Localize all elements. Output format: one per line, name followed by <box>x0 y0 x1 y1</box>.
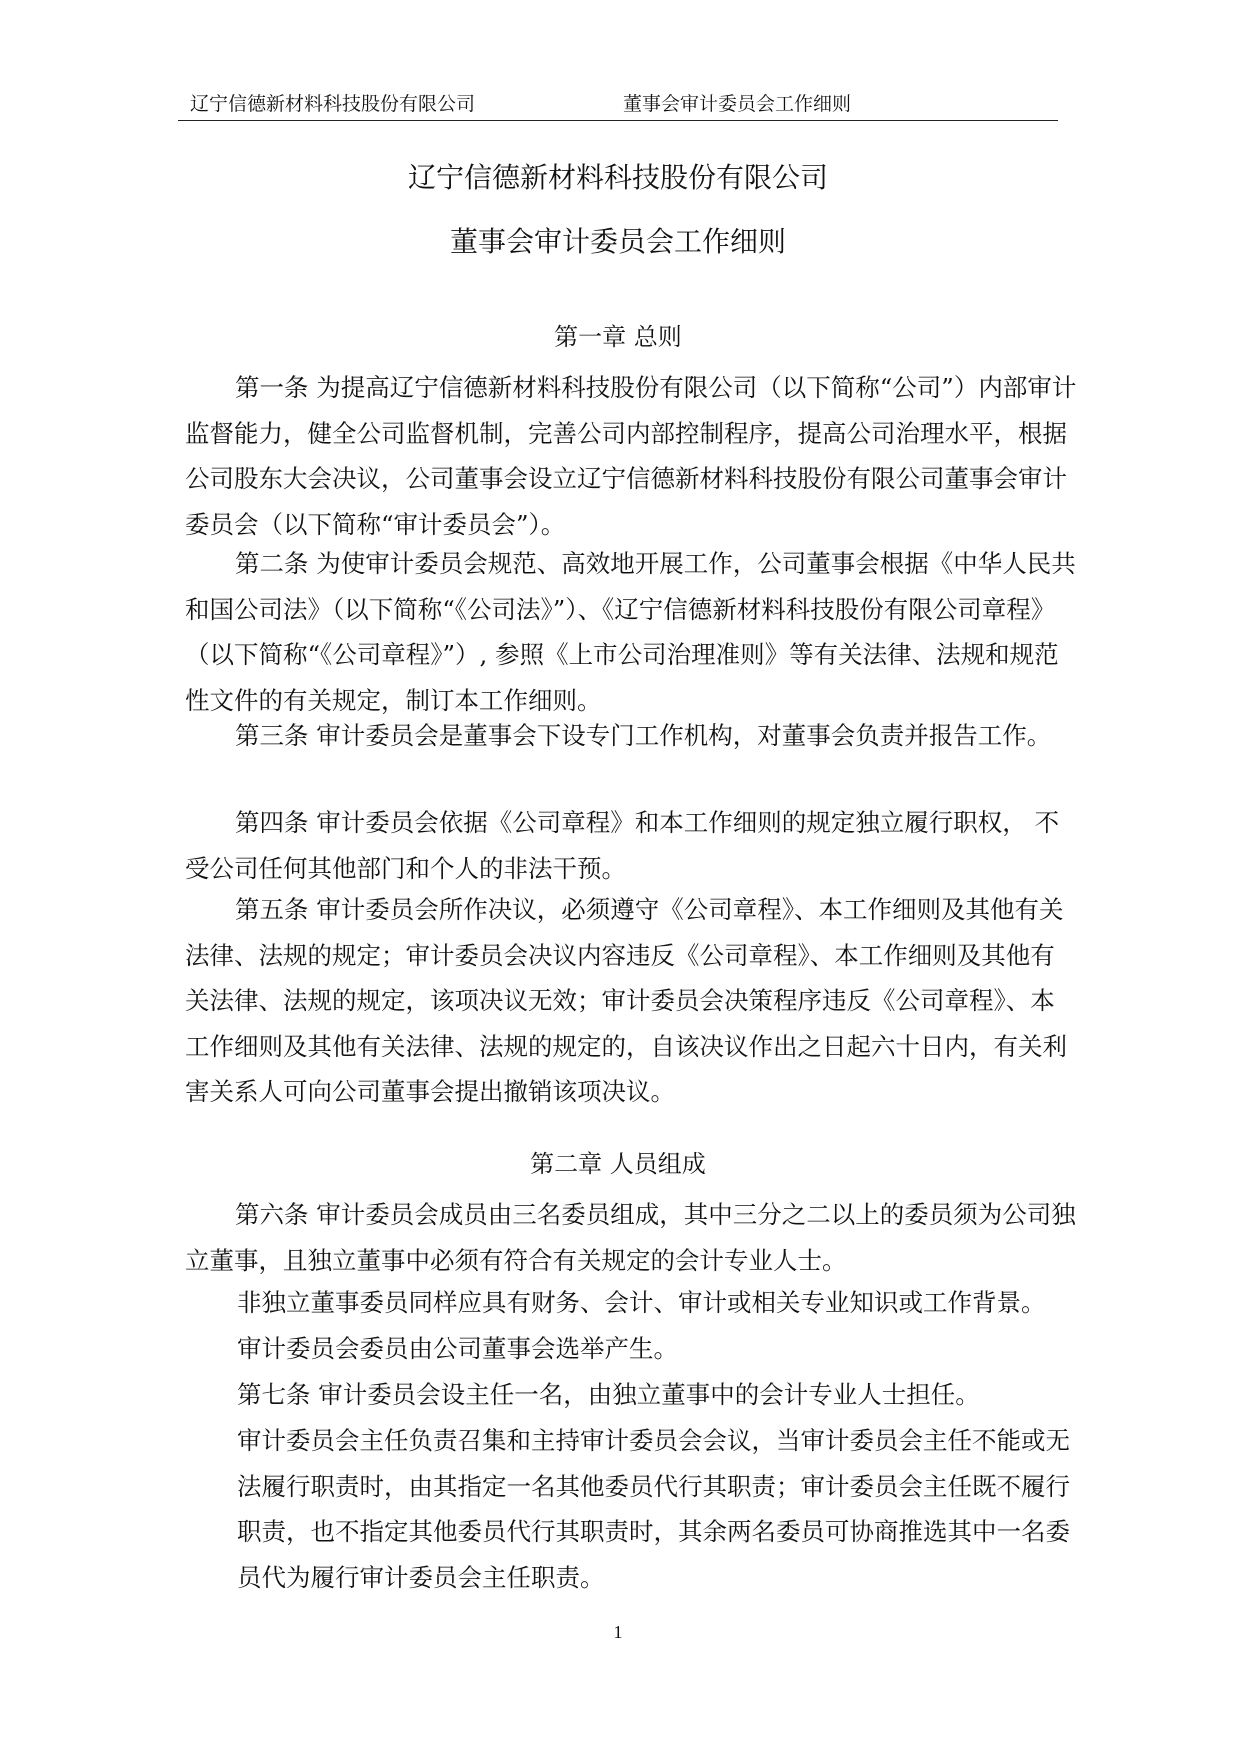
article-1: 第一条 为提高辽宁信德新材料科技股份有限公司（以下简称“公司”）内部审计监督能力，健全公司监督机制，完善公司内部控制程序，提高公司治理水平，根据公司股东大会决议，公司董事会设立辽宁信德新材料科技股份有限公司董事会审计委员会（以下简称“审计委员会”）。 <box>185 373 1077 539</box>
article-5: 第五条 审计委员会所作决议，必须遵守《公司章程》、本工作细则及其他有关法律、法规的规定；审计委员会决议内容违反《公司章程》、本工作细则及其他有关法律、法规的规定，该项决议无效；审计委员会决策程序违反《公司章程》、本工作细则及其他有关法律、法规的规定的，自该决议作出之日起六十日内，有关利害关系人可向公司董事会提出撤销该项决议。 <box>185 895 1067 1106</box>
article-2: 第二条 为使审计委员会规范、高效地开展工作，公司董事会根据《中华人民共和国公司法》（以下简称“《公司法》”）、《辽宁信德新材料科技股份有限公司章程》（以下简称“《公司章程》”）, 参照《上市公司治理准则》等有关法律、法规和规范性文件的有关规定，制订本工作细则。 <box>185 549 1076 715</box>
chapter-2-heading: 第二章 人员组成 <box>530 1150 706 1178</box>
doc-title-rules: 董事会审计委员会工作细则 <box>449 225 786 258</box>
article-6-para-2: 非独立董事委员同样应具有财务、会计、审计或相关专业知识或工作背景。 <box>237 1288 1046 1317</box>
article-4: 第四条 审计委员会依据《公司章程》和本工作细则的规定独立履行职权， 不受公司任何其他部门和个人的非法干预。 <box>185 808 1060 883</box>
article-6-para-3: 审计委员会委员由公司董事会选举产生。 <box>237 1334 678 1363</box>
doc-title-company: 辽宁信德新材料科技股份有限公司 <box>407 161 828 194</box>
article-7-para-2: 审计委员会主任负责召集和主持审计委员会会议，当审计委员会主任不能或无法履行职责时，由其指定一名其他委员代行其职责；审计委员会主任既不履行职责，也不指定其他委员代行其职责时，其余两名委员可协商推选其中一名委员代为履行审计委员会主任职责。 <box>237 1426 1070 1592</box>
article-6: 第六条 审计委员会成员由三名委员组成，其中三分之二以上的委员须为公司独立董事，且独立董事中必须有符合有关规定的会计专业人士。 <box>185 1200 1076 1275</box>
page-header <box>178 90 1058 121</box>
header-company: 辽宁信德新材料科技股份有限公司 <box>190 94 476 115</box>
page-number: 1 <box>613 1622 623 1642</box>
article-3: 第三条 审计委员会是董事会下设专门工作机构，对董事会负责并报告工作。 <box>235 721 1052 750</box>
article-7: 第七条 审计委员会设主任一名，由独立董事中的会计专业人士担任。 <box>237 1380 980 1409</box>
chapter-1-heading: 第一章 总则 <box>554 323 682 351</box>
header-doc-title: 董事会审计委员会工作细则 <box>623 94 852 115</box>
